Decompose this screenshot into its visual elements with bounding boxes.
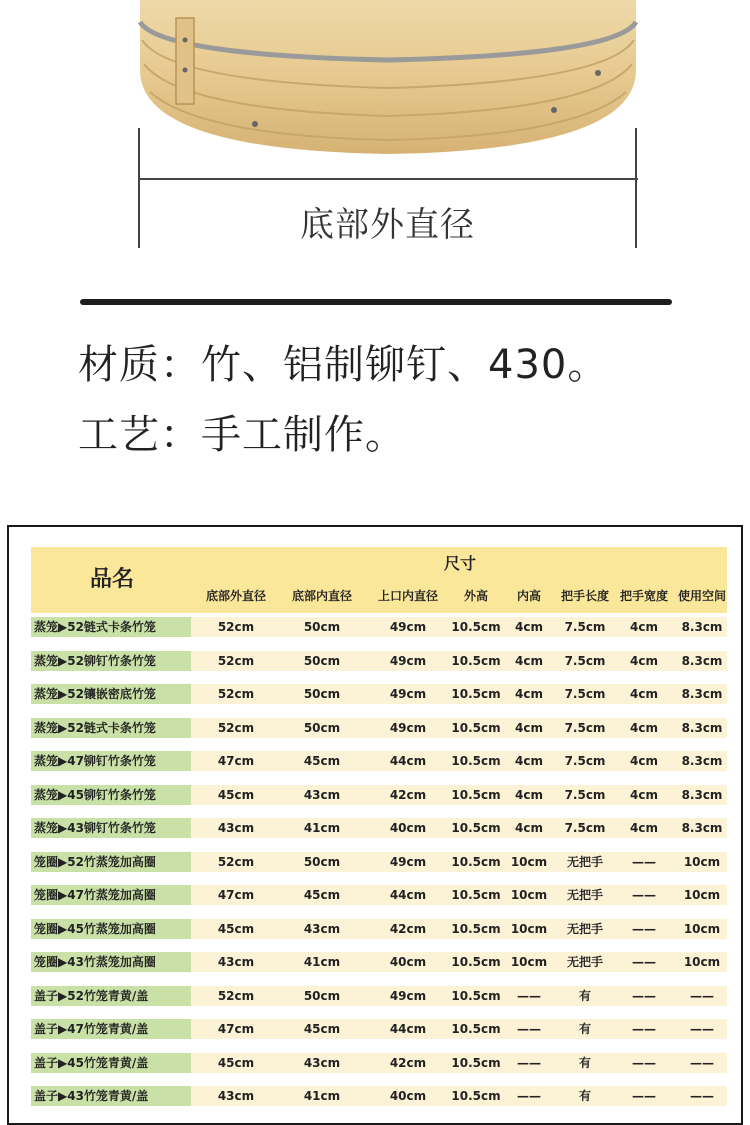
- column-header: 外高: [463, 589, 489, 603]
- table-row: [31, 952, 727, 972]
- column-header: 底部内直径: [291, 589, 353, 603]
- product-name-cell: 笼圈▶43竹蒸笼加高圈: [31, 952, 191, 972]
- size-group-header: 尺寸: [443, 554, 476, 573]
- name-column-header: 品名: [89, 567, 134, 592]
- table-cell: 10.5cm: [451, 754, 501, 768]
- table-cell: 4cm: [630, 653, 658, 668]
- table-cell: 50cm: [303, 620, 341, 634]
- table-cell: ——: [690, 1055, 714, 1070]
- bamboo-steamer-illustration: [0, 0, 750, 175]
- table-cell: 10.5cm: [451, 888, 501, 902]
- table-cell: 52cm: [217, 854, 255, 869]
- column-header: 把手长度: [560, 589, 610, 603]
- table-cell: 49cm: [389, 854, 427, 869]
- table-cell: 10.5cm: [451, 1022, 501, 1036]
- table-cell: 7.5cm: [564, 821, 606, 835]
- table-cell: 8.3cm: [681, 754, 723, 768]
- table-cell: 43cm: [217, 821, 255, 835]
- table-row: [31, 751, 727, 771]
- table-cell: 10cm: [683, 921, 721, 936]
- table-cell: 8.3cm: [681, 653, 723, 668]
- table-cell: 8.3cm: [681, 687, 723, 701]
- table-cell: ——: [632, 1022, 656, 1036]
- column-header: 把手宽度: [619, 589, 669, 603]
- table-row: [31, 718, 727, 738]
- table-cell: 49cm: [389, 687, 427, 701]
- table-cell: 无把手: [566, 888, 604, 902]
- table-cell: 10.5cm: [451, 1089, 501, 1103]
- table-cell: 7.5cm: [564, 720, 606, 735]
- table-cell: 4cm: [630, 821, 658, 835]
- table-row: [31, 1019, 727, 1039]
- table-cell: 44cm: [389, 754, 427, 768]
- table-cell: 42cm: [389, 1055, 427, 1070]
- table-cell: 43cm: [303, 1055, 341, 1070]
- table-cell: 10.5cm: [451, 653, 501, 668]
- table-cell: 10.5cm: [451, 854, 501, 869]
- table-cell: 8.3cm: [681, 720, 723, 735]
- table-cell: 4cm: [515, 787, 543, 802]
- table-cell: 10.5cm: [451, 687, 501, 701]
- table-cell: 7.5cm: [564, 620, 606, 634]
- table-cell: ——: [632, 988, 656, 1003]
- table-cell: 43cm: [303, 787, 341, 802]
- size-table: [7, 525, 743, 1125]
- table-cell: 10.5cm: [451, 955, 501, 969]
- column-header: 上口内直径: [377, 589, 439, 603]
- table-row: [31, 986, 727, 1006]
- table-cell: 45cm: [303, 754, 341, 768]
- table-row: [31, 1086, 727, 1106]
- table-cell: 10cm: [510, 955, 548, 969]
- table-cell: 52cm: [217, 687, 255, 701]
- table-cell: 10.5cm: [451, 821, 501, 835]
- table-cell: ——: [690, 988, 714, 1003]
- table-cell: 10.5cm: [451, 620, 501, 634]
- dimension-label: 底部外直径: [300, 205, 475, 245]
- table-cell: 无把手: [566, 854, 604, 869]
- table-cell: 40cm: [389, 955, 427, 969]
- table-cell: 有: [578, 1089, 592, 1103]
- table-cell: 10cm: [510, 921, 548, 936]
- table-cell: 4cm: [630, 720, 658, 735]
- table-cell: 10cm: [683, 888, 721, 902]
- table-cell: 50cm: [303, 687, 341, 701]
- table-header: [31, 547, 727, 613]
- table-cell: ——: [517, 1022, 541, 1036]
- material-spec: 材质：竹、铝制铆钉、430。: [78, 342, 609, 388]
- dimension-line: [138, 178, 638, 180]
- table-cell: 42cm: [389, 921, 427, 936]
- table-cell: 44cm: [389, 888, 427, 902]
- product-name-cell: 笼圈▶52竹蒸笼加高圈: [31, 852, 191, 872]
- table-cell: 8.3cm: [681, 787, 723, 802]
- table-cell: 10cm: [510, 854, 548, 869]
- product-name-cell: 蒸笼▶45铆钉竹条竹笼: [31, 785, 191, 805]
- table-cell: 7.5cm: [564, 687, 606, 701]
- product-name-cell: 蒸笼▶52链式卡条竹笼: [31, 617, 191, 637]
- table-cell: 50cm: [303, 988, 341, 1003]
- table-cell: 42cm: [389, 787, 427, 802]
- product-name-cell: 盖子▶47竹笼青黄/盖: [31, 1019, 191, 1039]
- table-cell: 40cm: [389, 1089, 427, 1103]
- table-cell: ——: [517, 1089, 541, 1103]
- table-cell: 4cm: [515, 821, 543, 835]
- table-row: [31, 684, 727, 704]
- table-cell: ——: [632, 955, 656, 969]
- table-cell: 49cm: [389, 620, 427, 634]
- table-cell: 52cm: [217, 720, 255, 735]
- table-cell: 45cm: [217, 921, 255, 936]
- table-cell: 有: [578, 988, 592, 1003]
- table-row: [31, 617, 727, 637]
- table-cell: 10.5cm: [451, 720, 501, 735]
- table-cell: ——: [632, 888, 656, 902]
- table-cell: 7.5cm: [564, 653, 606, 668]
- table-cell: 45cm: [303, 1022, 341, 1036]
- table-cell: 45cm: [217, 1055, 255, 1070]
- table-cell: ——: [517, 1055, 541, 1070]
- table-row: [31, 785, 727, 805]
- product-name-cell: 蒸笼▶52链式卡条竹笼: [31, 718, 191, 738]
- craft-spec: 工艺：手工制作。: [78, 412, 406, 458]
- table-cell: 8.3cm: [681, 620, 723, 634]
- column-header: 使用空间: [677, 589, 727, 603]
- table-cell: 41cm: [303, 821, 341, 835]
- product-name-cell: 盖子▶52竹笼青黄/盖: [31, 986, 191, 1006]
- product-name-cell: 蒸笼▶43铆钉竹条竹笼: [31, 818, 191, 838]
- table-cell: 52cm: [217, 988, 255, 1003]
- table-cell: 10.5cm: [451, 787, 501, 802]
- table-cell: 4cm: [515, 653, 543, 668]
- table-cell: 4cm: [630, 620, 658, 634]
- table-cell: 10cm: [510, 888, 548, 902]
- table-cell: 41cm: [303, 1089, 341, 1103]
- table-cell: 40cm: [389, 821, 427, 835]
- product-name-cell: 盖子▶43竹笼青黄/盖: [31, 1086, 191, 1106]
- table-cell: 47cm: [217, 888, 255, 902]
- column-header: 内高: [516, 589, 542, 603]
- table-cell: 4cm: [630, 787, 658, 802]
- table-cell: 45cm: [303, 888, 341, 902]
- table-row: [31, 885, 727, 905]
- table-cell: 50cm: [303, 653, 341, 668]
- table-cell: 10.5cm: [451, 921, 501, 936]
- table-cell: ——: [690, 1022, 714, 1036]
- product-name-cell: 蒸笼▶52铆钉竹条竹笼: [31, 651, 191, 671]
- table-cell: ——: [632, 1089, 656, 1103]
- table-cell: 49cm: [389, 988, 427, 1003]
- column-header: 底部外直径: [205, 589, 267, 603]
- product-name-cell: 笼圈▶47竹蒸笼加高圈: [31, 885, 191, 905]
- table-cell: 50cm: [303, 854, 341, 869]
- table-cell: ——: [632, 854, 656, 869]
- section-divider: [80, 299, 672, 305]
- table-cell: 49cm: [389, 720, 427, 735]
- table-cell: 4cm: [630, 754, 658, 768]
- table-cell: 47cm: [217, 754, 255, 768]
- table-row: [31, 651, 727, 671]
- table-cell: 50cm: [303, 720, 341, 735]
- product-name-cell: 盖子▶45竹笼青黄/盖: [31, 1053, 191, 1073]
- table-cell: 45cm: [217, 787, 255, 802]
- product-name-cell: 笼圈▶45竹蒸笼加高圈: [31, 919, 191, 939]
- table-cell: 4cm: [515, 687, 543, 701]
- table-cell: 43cm: [217, 955, 255, 969]
- table-cell: 有: [578, 1022, 592, 1036]
- table-cell: 8.3cm: [681, 821, 723, 835]
- table-cell: ——: [690, 1089, 714, 1103]
- table-cell: 7.5cm: [564, 754, 606, 768]
- table-cell: ——: [632, 1055, 656, 1070]
- table-cell: ——: [517, 988, 541, 1003]
- product-name-cell: 蒸笼▶52镶嵌密底竹笼: [31, 684, 191, 704]
- table-cell: 无把手: [566, 921, 604, 936]
- table-cell: ——: [632, 921, 656, 936]
- table-cell: 44cm: [389, 1022, 427, 1036]
- product-name-cell: 蒸笼▶47铆钉竹条竹笼: [31, 751, 191, 771]
- table-cell: 10.5cm: [451, 988, 501, 1003]
- table-cell: 4cm: [630, 687, 658, 701]
- table-cell: 10cm: [683, 854, 721, 869]
- table-cell: 有: [578, 1055, 592, 1070]
- table-cell: 49cm: [389, 653, 427, 668]
- table-cell: 10cm: [683, 955, 721, 969]
- table-row: [31, 919, 727, 939]
- table-cell: 52cm: [217, 620, 255, 634]
- table-cell: 4cm: [515, 754, 543, 768]
- table-cell: 7.5cm: [564, 787, 606, 802]
- table-cell: 47cm: [217, 1022, 255, 1036]
- table-row: [31, 818, 727, 838]
- table-cell: 4cm: [515, 720, 543, 735]
- table-cell: 43cm: [303, 921, 341, 936]
- table-cell: 无把手: [566, 955, 604, 969]
- table-cell: 52cm: [217, 653, 255, 668]
- table-cell: 43cm: [217, 1089, 255, 1103]
- table-cell: 4cm: [515, 620, 543, 634]
- table-cell: 41cm: [303, 955, 341, 969]
- table-row: [31, 1053, 727, 1073]
- table-cell: 10.5cm: [451, 1055, 501, 1070]
- steamer-ring: [140, 0, 636, 154]
- table-row: [31, 852, 727, 872]
